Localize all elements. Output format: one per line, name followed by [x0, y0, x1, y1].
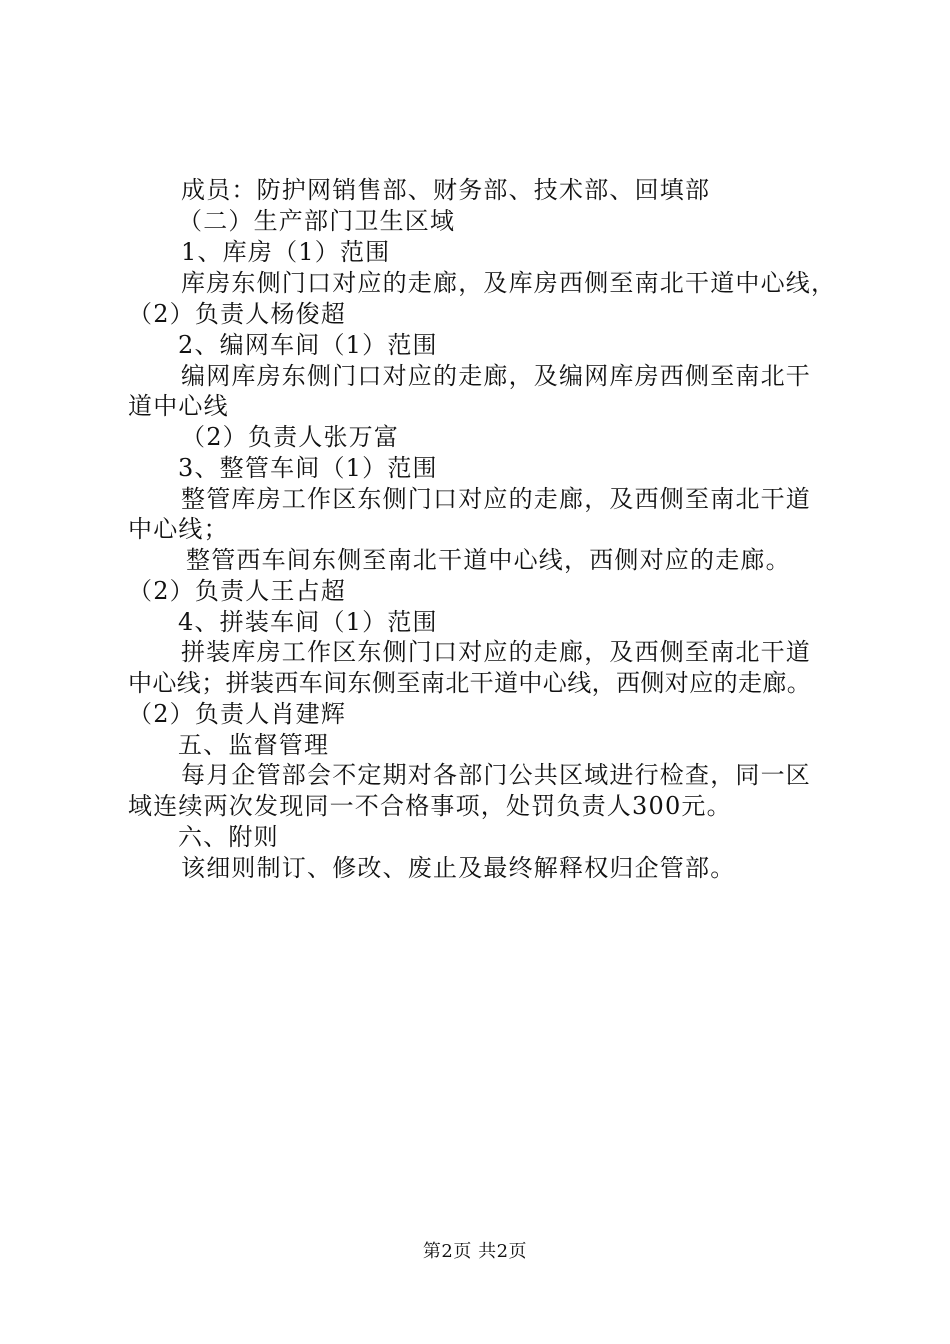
subsection-heading: 3、整管车间（1）范围 — [178, 454, 438, 482]
text-line: 整管西车间东侧至南北干道中心线，西侧对应的走廊。 — [186, 546, 791, 574]
text-line: 道中心线 — [128, 392, 229, 420]
text-line: 中心线； — [128, 515, 229, 543]
subsection-heading: 2、编网车间（1）范围 — [178, 331, 438, 359]
text-line: （2）负责人肖建辉 — [128, 700, 347, 728]
text-line: 中心线；拼装西车间东侧至南北干道中心线，西侧对应的走廊。 — [128, 669, 812, 697]
section-heading: （二）生产部门卫生区域 — [178, 207, 456, 235]
text-line: 每月企管部会不定期对各部门公共区域进行检查，同一区 — [181, 761, 811, 789]
text-line: 编网库房东侧门口对应的走廊，及编网库房西侧至南北干 — [181, 362, 811, 390]
section-heading: 六、附则 — [178, 823, 279, 851]
section-heading: 五、监督管理 — [178, 731, 330, 759]
text-line: 成员：防护网销售部、财务部、技术部、回填部 — [181, 176, 711, 204]
subsection-heading: 1、库房（1）范围 — [181, 238, 391, 266]
text-line: （2）负责人杨俊超 — [128, 300, 347, 328]
page-footer: 第2页 共2页 — [422, 1241, 528, 1262]
text-line: （2）负责人张万富 — [181, 423, 400, 451]
text-line: 拼装库房工作区东侧门口对应的走廊，及西侧至南北干道 — [181, 638, 811, 666]
text-line: 整管库房工作区东侧门口对应的走廊，及西侧至南北干道 — [181, 485, 811, 513]
text-line: 域连续两次发现同一不合格事项，处罚负责人300元。 — [128, 792, 732, 820]
text-line: （2）负责人王占超 — [128, 577, 347, 605]
text-line: 库房东侧门口对应的走廊，及库房西侧至南北干道中心线， — [181, 269, 837, 297]
subsection-heading: 4、拼装车间（1）范围 — [178, 608, 438, 636]
text-line: 该细则制订、修改、废止及最终解释权归企管部。 — [181, 854, 736, 882]
